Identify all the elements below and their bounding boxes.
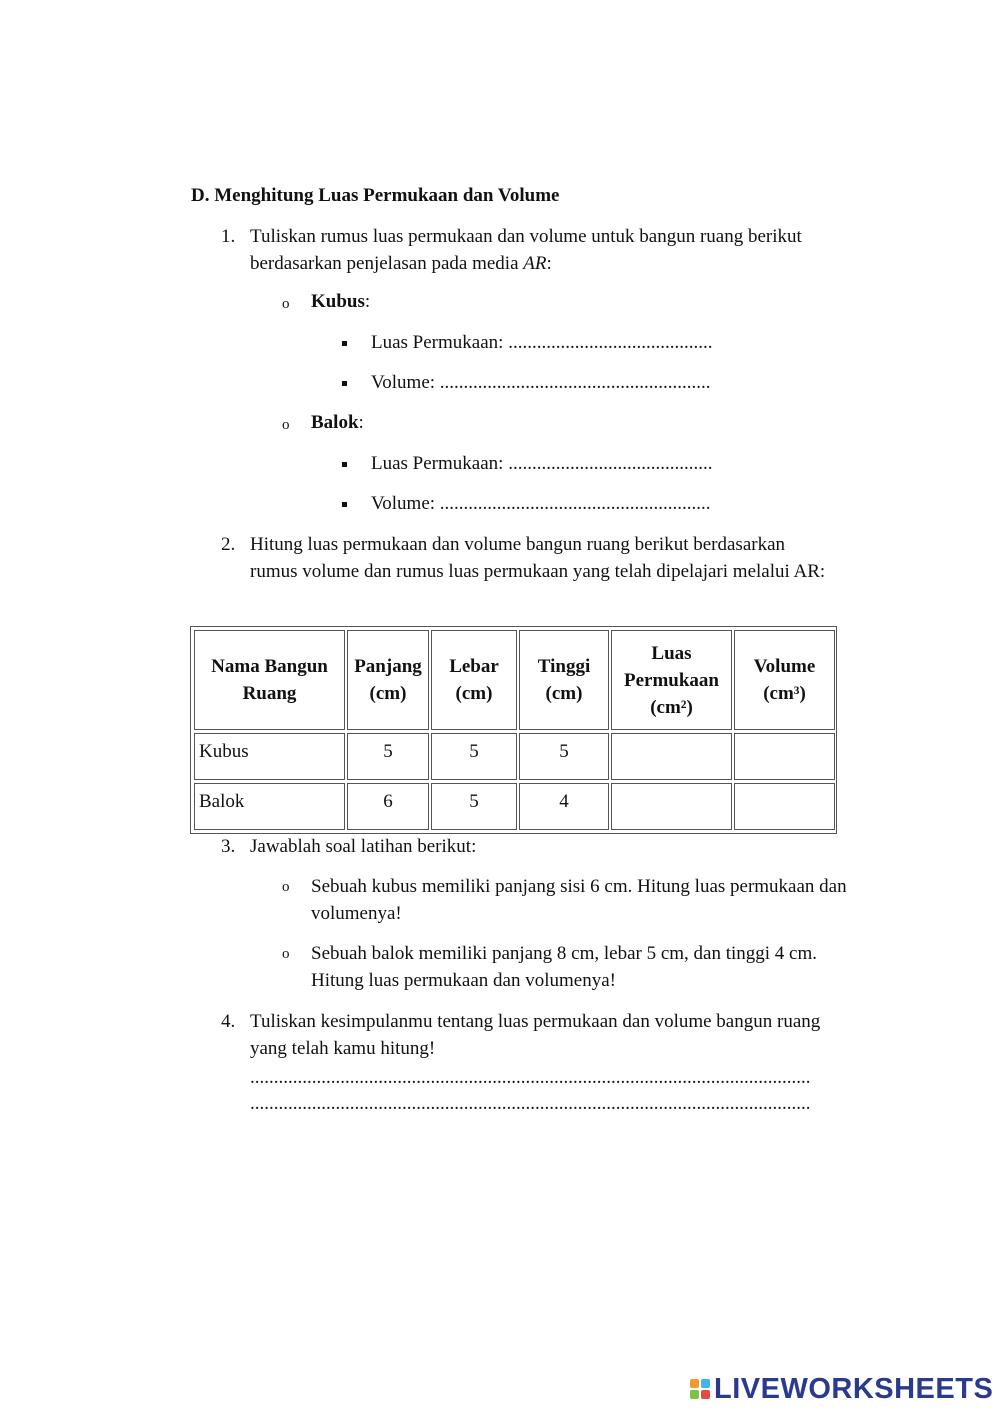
logo-square — [701, 1379, 710, 1388]
exercise-item: Sebuah balok memiliki panjang 8 cm, lebar 5 cm, dan tinggi 4 cm. Hitung luas permukaan dan volumenya! — [311, 943, 818, 991]
logo-square — [690, 1390, 699, 1399]
kubus-luas-permukaan-line: Luas Permukaan: ........................................... — [371, 332, 713, 353]
answer-cell[interactable] — [611, 733, 732, 780]
fill-blank[interactable]: ......................................................... — [439, 372, 711, 393]
answer-cell[interactable] — [734, 783, 835, 830]
question-4-number: 4. — [221, 1011, 236, 1032]
bullet-square-icon — [342, 341, 347, 346]
fill-blank[interactable]: ........................................... — [508, 453, 713, 474]
bullet-circle-icon: o — [282, 296, 290, 312]
logo-square — [690, 1379, 699, 1388]
table-header-cell: Volume (cm³) — [734, 630, 835, 730]
bullet-circle-icon: o — [282, 946, 290, 962]
table-header-cell: Luas Permukaan (cm²) — [611, 630, 732, 730]
fill-blank[interactable]: ........................................... — [508, 332, 713, 353]
logo-square — [701, 1390, 710, 1399]
table-cell: 5 — [431, 783, 517, 830]
bullet-circle-icon: o — [282, 417, 290, 433]
balok-volume-line: Volume: ......................................................... — [371, 493, 711, 514]
bullet-square-icon — [342, 502, 347, 507]
table-header-cell: Nama Bangun Ruang — [194, 630, 345, 730]
question-1-text: Tuliskan rumus luas permukaan dan volume untuk bangun ruang berikut berdasarkan penjelasan pada media AR: — [250, 226, 802, 274]
balok-luas-permukaan-line: Luas Permukaan: ........................................... — [371, 453, 713, 474]
bullet-circle-icon: o — [282, 879, 290, 895]
answer-line[interactable]: ...................................................................................................................... — [250, 1067, 811, 1088]
question-1-number: 1. — [221, 226, 236, 247]
shape-label-balok: Balok: — [311, 412, 364, 433]
fill-blank[interactable]: ......................................................... — [439, 493, 711, 514]
question-3-number: 3. — [221, 836, 236, 857]
table-cell: 5 — [519, 733, 609, 780]
table-cell: 5 — [431, 733, 517, 780]
kubus-volume-line: Volume: ......................................................... — [371, 372, 711, 393]
table-header-cell: Tinggi (cm) — [519, 630, 609, 730]
answer-cell[interactable] — [734, 733, 835, 780]
shape-label-kubus: Kubus: — [311, 291, 371, 312]
question-4-text: Tuliskan kesimpulanmu tentang luas permukaan dan volume bangun ruang yang telah kamu hitung! — [250, 1011, 821, 1059]
question-3-text: Jawablah soal latihan berikut: — [250, 836, 477, 857]
table-cell: 5 — [347, 733, 429, 780]
table-cell: 4 — [519, 783, 609, 830]
liveworksheets-icon — [690, 1379, 710, 1399]
bullet-square-icon — [342, 462, 347, 467]
answer-line[interactable]: ...................................................................................................................... — [250, 1093, 811, 1114]
table-header-cell: Panjang (cm) — [347, 630, 429, 730]
bullet-square-icon — [342, 381, 347, 386]
table-cell: 6 — [347, 783, 429, 830]
brand-name: LIVEWORKSHEETS — [714, 1372, 994, 1405]
table-cell: Kubus — [194, 733, 345, 780]
answer-cell[interactable] — [611, 783, 732, 830]
table-cell: Balok — [194, 783, 345, 830]
exercise-item: Sebuah kubus memiliki panjang sisi 6 cm. Hitung luas permukaan dan volumenya! — [311, 876, 847, 924]
liveworksheets-logo — [690, 1372, 993, 1406]
data-table — [190, 626, 837, 834]
question-2-text: Hitung luas permukaan dan volume bangun ruang berikut berdasarkan rumus volume dan rumus luas permukaan yang telah dipelajari melalui AR: — [250, 534, 826, 582]
table-header-cell: Lebar (cm) — [431, 630, 517, 730]
section-heading: D. Menghitung Luas Permukaan dan Volume — [191, 185, 560, 206]
question-2-number: 2. — [221, 534, 236, 555]
